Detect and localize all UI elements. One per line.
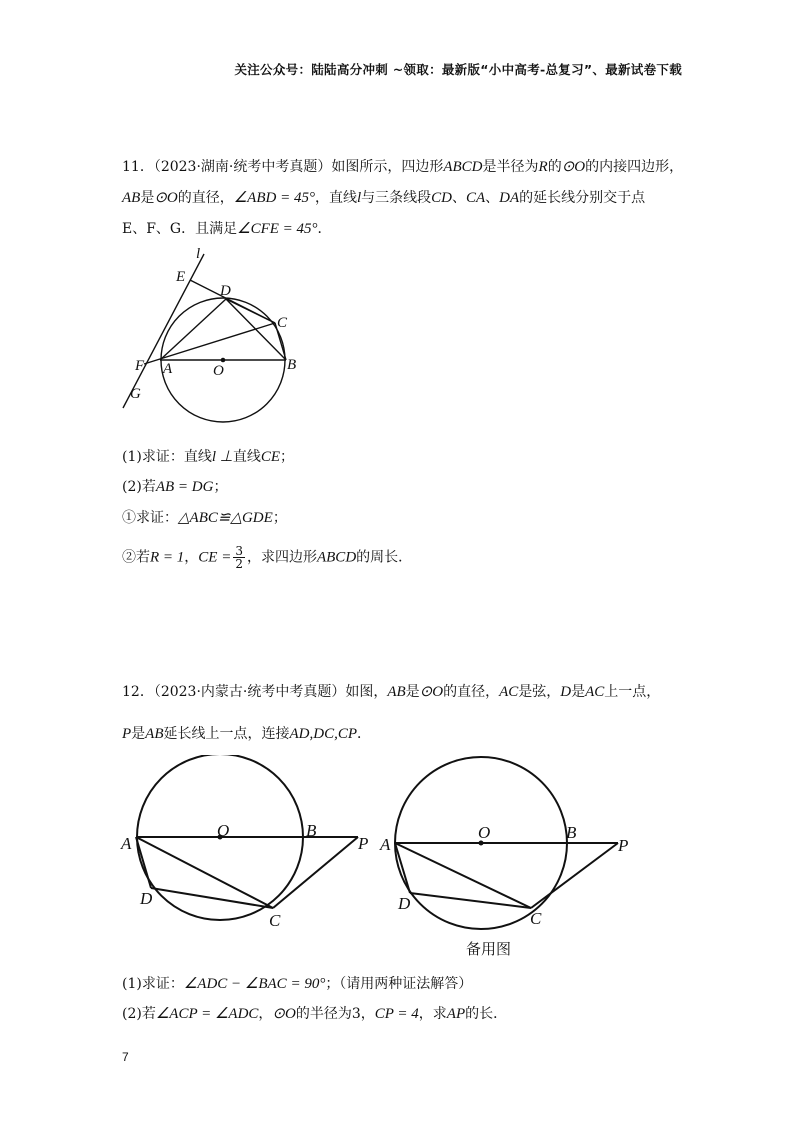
- q11-text: ；: [280, 449, 294, 465]
- q12-text: 的半径为3，: [295, 1006, 375, 1022]
- q11-text: (1)求证：直线: [122, 449, 212, 465]
- q12b-label-c: C: [530, 909, 542, 928]
- q11-text: 的延长线分别交于点: [519, 190, 646, 206]
- q12-label-p: P: [358, 834, 369, 853]
- q12-math: AC: [499, 684, 519, 700]
- q11-text: 是半径为: [482, 159, 539, 175]
- q12b-label-d: D: [398, 894, 411, 913]
- q11-math: R: [538, 159, 548, 175]
- q12-label-o: O: [217, 821, 230, 840]
- q12-text: (1)求证：: [122, 976, 184, 992]
- q11-text: 、: [485, 190, 500, 206]
- q12b-segment-ad: [395, 843, 410, 893]
- q12-label-b: B: [306, 821, 317, 840]
- q11-segment-ad: [160, 299, 226, 360]
- backup-figure-caption: 备用图: [466, 940, 512, 958]
- q11-math: DA: [499, 190, 520, 206]
- q12-math: CP = 4: [374, 1006, 419, 1022]
- q12-math: P: [122, 726, 132, 742]
- q12-math: ∠ADC − ∠BAC = 90°: [183, 976, 326, 992]
- q11-math: ⊙O: [154, 190, 178, 206]
- q12-label-d: D: [140, 889, 153, 908]
- q12-line-2: [122, 724, 371, 744]
- q11-math: R = 1: [150, 549, 185, 566]
- q11-math: AB: [122, 190, 141, 206]
- q11-math: △ABC≌△GDE: [178, 510, 273, 526]
- q11-math: ⊙O: [561, 159, 586, 175]
- q12b-segment-cp: [531, 843, 618, 908]
- q12-text: 上一点，: [604, 684, 661, 700]
- q12-math: AB: [145, 726, 164, 742]
- q12-label-a: A: [121, 834, 132, 853]
- q12-figure: [115, 755, 375, 935]
- q11-math: ∠ABD = 45°: [233, 190, 315, 206]
- q11-text: ；: [213, 479, 228, 495]
- q11-text: (2)若: [122, 479, 156, 495]
- q11-part-2-1: [122, 508, 287, 528]
- q11-label-e: E: [176, 269, 186, 285]
- q12-part-2: [122, 1004, 507, 1024]
- q11-line-2: [122, 188, 645, 208]
- page-number: 7: [122, 1050, 129, 1064]
- q11-text: ①求证：: [122, 510, 178, 526]
- q12-math: ∠ACP = ∠ADC: [155, 1006, 259, 1022]
- q12-text: 是: [405, 684, 420, 700]
- q12b-label-o: O: [478, 823, 491, 842]
- q12b-label-b: B: [566, 823, 577, 842]
- q11-text: 的周长．: [356, 549, 413, 566]
- q11-text: ，求四边形: [246, 549, 317, 566]
- q11-label-l: l: [196, 246, 201, 262]
- q11-math: ∠CFE = 45°: [237, 221, 318, 237]
- q11-text: 的内接四边形，: [585, 159, 684, 175]
- q12-text: ．: [357, 726, 371, 742]
- q11-math: ABCD: [443, 159, 483, 175]
- q12-math: AC: [585, 684, 605, 700]
- q11-text: E、F、G．且满足: [122, 221, 238, 237]
- q12-math: AP: [446, 1006, 466, 1022]
- q11-math: l ⊥: [211, 449, 233, 465]
- q11-text: 、: [451, 190, 466, 206]
- q11-part-2: [122, 477, 227, 497]
- q12-math: AB: [387, 684, 406, 700]
- q11-math: CD: [431, 190, 452, 206]
- q11-text: ，: [184, 549, 199, 566]
- fraction-numerator: 3: [235, 544, 243, 558]
- q12-label-c: C: [269, 911, 281, 930]
- q11-label-c: C: [277, 315, 288, 331]
- q12b-label-a: A: [380, 835, 391, 854]
- q12-math: AD,DC,CP: [289, 726, 357, 742]
- q12-text: 是: [571, 684, 586, 700]
- q11-line-1: [122, 157, 683, 177]
- q11-text: 11．（2023·湖南·统考中考真题）如图所示，四边形: [122, 159, 444, 175]
- q12b-label-p: P: [618, 836, 629, 855]
- q12-text: ；（请用两种证法解答）: [325, 976, 473, 992]
- q11-text: 是: [140, 190, 155, 206]
- q12b-segment-dc: [410, 893, 531, 908]
- q12-math: ⊙O: [419, 684, 444, 700]
- q12-text: 是: [131, 726, 146, 742]
- q11-math: CE =: [198, 549, 232, 566]
- q11-label-f: F: [135, 358, 145, 374]
- q12-part-1: [122, 974, 472, 994]
- q11-text: 直线: [232, 449, 261, 465]
- q11-label-g: G: [130, 386, 141, 402]
- page-header: 关注公众号：陆陆高分冲刺 ~领取：最新版“小中高考-总复习”、最新试卷下载: [234, 62, 682, 77]
- q11-text: 与三条线段: [361, 190, 432, 206]
- q11-text: 的直径，: [177, 190, 234, 206]
- q11-label-d: D: [220, 283, 231, 299]
- q12-text: (2)若: [122, 1006, 156, 1022]
- q12-text: ，求: [418, 1006, 447, 1022]
- fraction-denominator: 2: [235, 557, 243, 571]
- q11-text: 的: [547, 159, 562, 175]
- q12-math: D: [560, 684, 572, 700]
- q12-text: 延长线上一点，连接: [163, 726, 290, 742]
- q11-line-3: [122, 219, 332, 239]
- q12-text: 12．（2023·内蒙古·统考中考真题）如图，: [122, 684, 388, 700]
- q11-math: CE: [260, 449, 280, 465]
- q11-figure: [110, 245, 320, 425]
- q11-math: ABCD: [316, 549, 357, 566]
- q12-text: 的直径，: [443, 684, 500, 700]
- q11-text: ，直线: [314, 190, 357, 206]
- q11-label-a: A: [163, 361, 173, 377]
- q11-math: l: [356, 190, 362, 206]
- q11-label-o: O: [213, 363, 224, 379]
- q12-math: ⊙O: [272, 1006, 296, 1022]
- q11-math: CA: [465, 190, 486, 206]
- q11-text: ②若: [122, 549, 150, 566]
- q11-part-1: [122, 447, 294, 467]
- q12-backup-figure: [375, 755, 640, 935]
- q12-segment-cp: [273, 837, 358, 908]
- q12-text: ，: [258, 1006, 273, 1022]
- q12-text: 的长．: [465, 1006, 508, 1022]
- q11-text: ．: [317, 221, 332, 237]
- q11-center-dot: [221, 358, 226, 363]
- q11-math: AB = DG: [155, 479, 214, 495]
- q12-text: 是弦，: [518, 684, 561, 700]
- q12-line-1: [122, 682, 660, 702]
- q11-fraction: [233, 545, 245, 570]
- q11-label-b: B: [287, 357, 297, 373]
- q11-text: ；: [272, 510, 287, 526]
- q11-part-2-2: [122, 545, 412, 570]
